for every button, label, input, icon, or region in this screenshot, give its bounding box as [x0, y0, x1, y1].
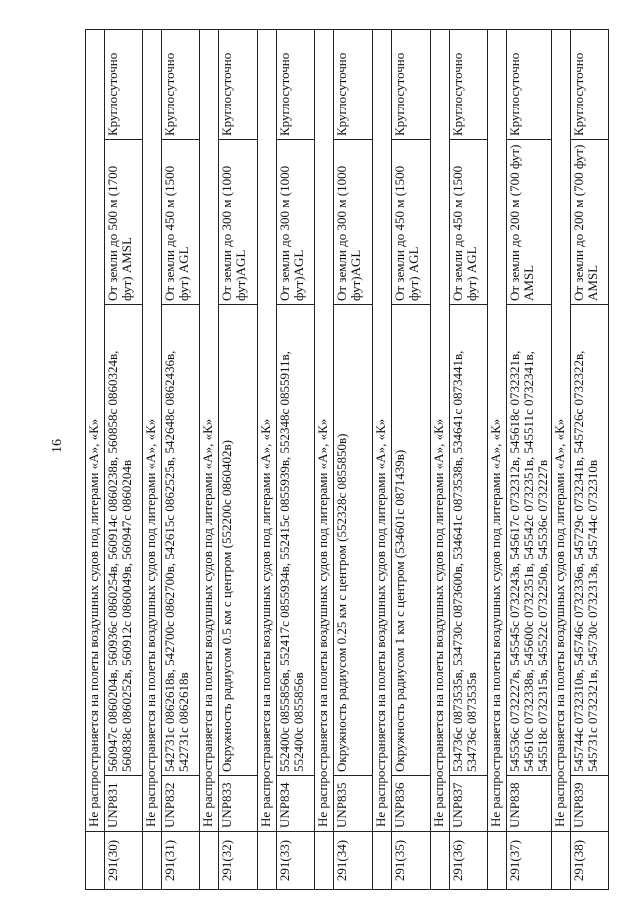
operating-time: Круглосуточно — [334, 30, 373, 140]
note-row — [258, 30, 277, 890]
empty-cell — [373, 832, 392, 890]
note-row — [86, 30, 105, 890]
restriction-note: Не распространяется на полеты воздушных судов под литерами «А», «К» — [431, 30, 450, 832]
restriction-note: Не распространяется на полеты воздушных судов под литерами «А», «К» — [200, 30, 219, 832]
zone-boundary: 542731с 0862618в, 542700с 0862700в, 542615с 0862525в, 542648с 0862436в, 542731с 0862618в — [162, 305, 200, 776]
entry-row — [162, 30, 200, 890]
zone-boundary: 534736с 0873535в, 534730с 0873600в, 534641с 0873538в, 534641с 0873441в, 534736с 0873535в — [450, 305, 488, 776]
altitude-limit: От земли до 450 м (1500 фут) AGL — [392, 140, 431, 305]
note-row — [143, 30, 162, 890]
altitude-limit: От земли до 200 м (700 фут) AMSL — [571, 140, 609, 305]
altitude-limit: От земли до 450 м (1500 фут) AGL — [162, 140, 200, 305]
operating-time: Круглосуточно — [277, 30, 315, 140]
zone-code: UNP837 — [450, 776, 488, 832]
altitude-limit: От земли до 300 м (1000 фут)AGL — [277, 140, 315, 305]
empty-cell — [431, 832, 450, 890]
row-number: 291(35) — [392, 832, 431, 890]
row-number: 291(34) — [334, 832, 373, 890]
restriction-note: Не распространяется на полеты воздушных судов под литерами «А», «К» — [143, 30, 162, 832]
entry-row — [507, 30, 552, 890]
zone-code: UNP838 — [507, 776, 552, 832]
note-row — [200, 30, 219, 890]
operating-time: Круглосуточно — [162, 30, 200, 140]
operating-time: Круглосуточно — [219, 30, 258, 140]
table-body — [86, 30, 609, 890]
zone-code: UNP831 — [105, 776, 143, 832]
zone-code: UNP834 — [277, 776, 315, 832]
operating-time: Круглосуточно — [571, 30, 609, 140]
zone-boundary: Окружность радиусом 0.5 км с центром (552200с 0860402в) — [219, 305, 258, 776]
entry-row — [105, 30, 143, 890]
rotated-table-container — [85, 30, 602, 890]
zone-boundary: 545536с 0732227в, 545545с 0732243в, 545617с 0732312в, 545618с 0732321в, 545610с 0732338в, 545600с 0732351в, 545542с 0732351в, 545511с 0732341в, 545518с 0732315в, 545522с 0732250в, 545536с 0732227в — [507, 305, 552, 776]
row-number: 291(33) — [277, 832, 315, 890]
empty-cell — [488, 832, 507, 890]
restriction-note: Не распространяется на полеты воздушных судов под литерами «А», «К» — [86, 30, 105, 832]
zone-boundary: Окружность радиусом 0.25 км с центром (552328с 0855850в) — [334, 305, 373, 776]
entry-row — [334, 30, 373, 890]
entry-row — [450, 30, 488, 890]
altitude-limit: От земли до 300 м (1000 фут)AGL — [219, 140, 258, 305]
note-row — [315, 30, 334, 890]
empty-cell — [552, 832, 571, 890]
note-row — [488, 30, 507, 890]
altitude-limit: От земли до 500 м (1700 фут) AMSL — [105, 140, 143, 305]
entry-row — [392, 30, 431, 890]
altitude-limit: От земли до 200 м (700 фут) AMSL — [507, 140, 552, 305]
row-number: 291(32) — [219, 832, 258, 890]
altitude-limit: От земли до 300 м (1000 фут)AGL — [334, 140, 373, 305]
restriction-note: Не распространяется на полеты воздушных судов под литерами «А», «К» — [552, 30, 571, 832]
operating-time: Круглосуточно — [507, 30, 552, 140]
zone-code: UNP833 — [219, 776, 258, 832]
row-number: 291(38) — [571, 832, 609, 890]
row-number: 291(31) — [162, 832, 200, 890]
row-number: 291(36) — [450, 832, 488, 890]
page-number: 16 — [50, 439, 65, 453]
empty-cell — [258, 832, 277, 890]
operating-time: Круглосуточно — [105, 30, 143, 140]
airspace-zones-table — [85, 29, 609, 890]
entry-row — [571, 30, 609, 890]
restriction-note: Не распространяется на полеты воздушных судов под литерами «А», «К» — [258, 30, 277, 832]
empty-cell — [200, 832, 219, 890]
zone-boundary: 545744с 0732310в, 545746с 0732336в, 545729с 0732341в, 545726с 0732322в, 545731с 0732321в, 545730с 0732313в, 545744с 0732310в — [571, 305, 609, 776]
zone-boundary: Окружность радиусом 1 км с центром (534601с 0871439в) — [392, 305, 431, 776]
altitude-limit: От земли до 450 м (1500 фут) AGL — [450, 140, 488, 305]
note-row — [552, 30, 571, 890]
note-row — [373, 30, 392, 890]
note-row — [431, 30, 450, 890]
restriction-note: Не распространяется на полеты воздушных судов под литерами «А», «К» — [373, 30, 392, 832]
zone-code: UNP832 — [162, 776, 200, 832]
operating-time: Круглосуточно — [392, 30, 431, 140]
empty-cell — [315, 832, 334, 890]
restriction-note: Не распространяется на полеты воздушных судов под литерами «А», «К» — [315, 30, 334, 832]
empty-cell — [86, 832, 105, 890]
entry-row — [219, 30, 258, 890]
zone-code: UNP836 — [392, 776, 431, 832]
operating-time: Круглосуточно — [450, 30, 488, 140]
row-number: 291(37) — [507, 832, 552, 890]
empty-cell — [143, 832, 162, 890]
zone-boundary: 552400с 0855856в, 552417с 0855934в, 552415с 0855939в, 552348с 0855911в, 552400с 0855856в — [277, 305, 315, 776]
zone-boundary: 560947с 0860204в, 560936с 0860254в, 560914с 0860238в, 560858с 0860324в, 560838с 0860252в, 560912с 0860049в, 560947с 0860204в — [105, 305, 143, 776]
zone-code: UNP835 — [334, 776, 373, 832]
zone-code: UNP839 — [571, 776, 609, 832]
row-number: 291(30) — [105, 832, 143, 890]
entry-row — [277, 30, 315, 890]
restriction-note: Не распространяется на полеты воздушных судов под литерами «А», «К» — [488, 30, 507, 832]
